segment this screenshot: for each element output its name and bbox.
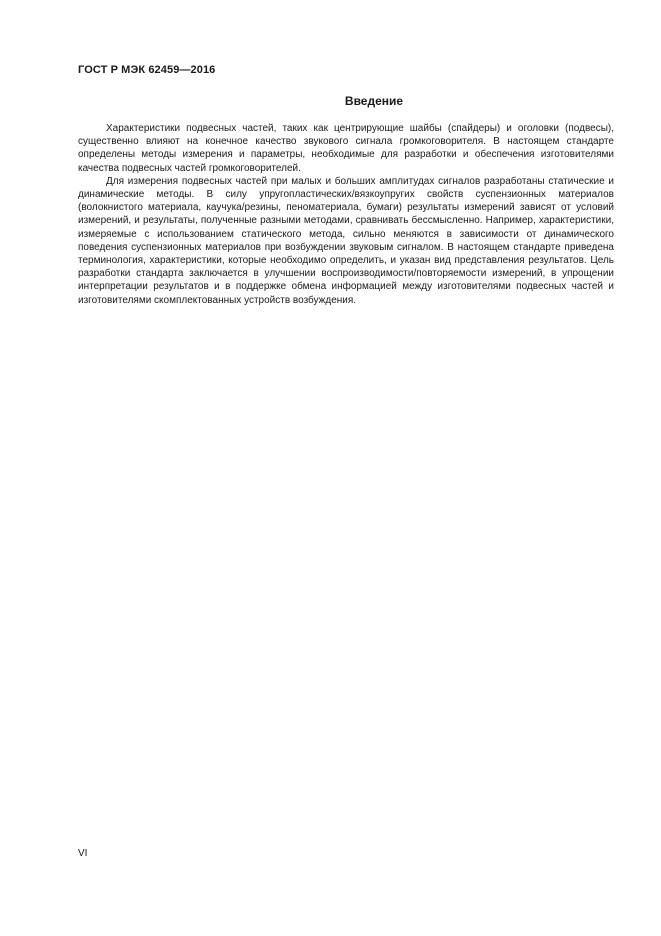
section-title: Введение <box>344 94 404 108</box>
document-header: ГОСТ Р МЭК 62459—2016 <box>78 64 216 76</box>
page-number: VI <box>78 848 88 859</box>
paragraph-2: Для измерения подвесных частей при малых и больших амплитудах сигналов разработаны статические и динамические методы. В силу упругопластических/вязкоупругих свойств суспензионных материалов (волокнистого материала, каучука/резины, пеноматериала, бумаги) результаты измерений зависят от условий измерений, и результаты, полученные разными методами, сравнивать бессмысленно. Например, характеристики, измеряемые с использованием статического метода, сильно меняются в зависимости от динамического поведения суспензионных материалов при возбуждении звуковым сигналом. В настоящем стандарте приведена терминология, характеристики, которые необходимо определить, и указан вид представления результатов. Цель разработки стандарта заключается в улучшении воспроизводимости/повторяемости измерений, в упрощении интерпретации результатов и в поддержке обмена информацией между изготовителями подвесных частей и изготовителями скомплектованных устройств возбуждения. <box>78 175 614 306</box>
paragraph-1: Характеристики подвесных частей, таких как центрирующие шайбы (спайдеры) и оголовки (подвесы), существенно влияют на конечное качество звукового сигнала громкоговорителя. В настоящем стандарте определены методы измерения и параметры, необходимые для разработки и обеспечения изготовителями качества подвесных частей громкоговорителей. <box>78 123 614 174</box>
section-body <box>78 122 614 307</box>
